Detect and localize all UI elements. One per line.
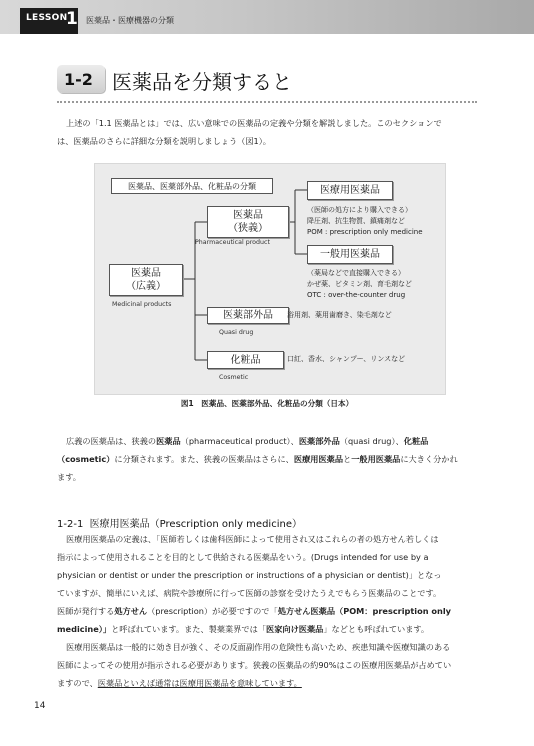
narrow-medicine-sublabel: （狭義） [228,223,268,234]
intro-line-2: は、医薬品のさらに詳細な分類を説明しましょう（図1）。 [57,136,271,146]
body-line-3: ます。 [57,472,81,482]
body-text: （prescription）が必要ですので「 [147,606,278,616]
body-text: 広義の医薬品は、狭義の [66,436,157,446]
chapter-title: 医薬品・医療機器の分類 [86,16,174,25]
body-line-2 [57,451,458,469]
otc-abbrev: OTC : over-the-counter drug [307,291,406,299]
classification-figure [94,163,446,395]
body-text: （quasi drug）、 [339,436,404,446]
lesson-number: 1 [66,9,78,29]
body-text: と呼ばれています。また、製薬業界では「 [111,624,266,634]
subsection-title: 医療用医薬品（Prescription only medicine） [89,519,302,530]
prescription-abbrev: POM : prescription only medicine [307,228,423,236]
term-pharmaceutical: 医薬品 [156,436,181,446]
otc-purchase-note: （薬局などで直接購入できる） [307,269,405,277]
body-text: （pharmaceutical product）、 [180,436,299,446]
quasi-drug-en: Quasi drug [219,329,254,336]
sub-line-7: 医療用医薬品は一般的に効き目が強く、その反面副作用の危険性も高いため、疾患知識や医療知識のある [66,642,451,652]
otc-examples: かぜ薬、ビタミン剤、育毛剤など [307,280,412,288]
section-divider [57,101,477,103]
sub-line-1: 医療用医薬品の定義は、「医師若しくは歯科医師によって使用され又はこれらの者の処方せん若しくは [66,534,439,544]
sub-line-8: 医師によってその使用が指示される必要があります。狭義の医薬品の約90%はこの医療用医薬品が占めてい [57,660,452,670]
term-pom-en-end: medicine）」 [57,624,112,634]
term-doctor-use: 医家向け医薬品 [266,624,324,634]
body-text: と [343,454,352,464]
term-cosmetic: 化粧品 [403,436,429,446]
sub-line-3: physician or dentist or under the prescription or instructions of a physician or dentist)」となっ [57,570,442,580]
sub-line-6 [57,621,429,639]
term-otc: 一般用医薬品 [351,454,401,464]
body-text: 医師が発行する [57,606,115,616]
term-quasi-drug: 医薬部外品 [298,436,340,446]
section-number: 1-2 [64,70,93,89]
figure-title: 医薬品、医薬部外品、化粧品の分類 [111,178,273,194]
term-cosmetic-en: （cosmetic） [57,454,115,464]
section-title: 医薬品を分類すると [112,70,292,94]
broad-medicine-sublabel: （広義） [126,281,166,292]
narrow-medicine-en: Pharmaceutical product [195,239,270,246]
term-prescription: 医療用医薬品 [293,454,344,464]
prescription-purchase-note: （医師の処方により購入できる） [307,206,412,214]
subsection-heading [57,515,302,530]
cosmetic-en: Cosmetic [219,374,249,381]
narrow-medicine-label: 医薬品 [233,210,263,221]
prescription-medicine-box: 医療用医薬品 [307,181,393,200]
broad-medicine-box [109,264,183,296]
lesson-label: LESSON [26,13,68,23]
page-number: 14 [34,701,46,711]
term-pom: 処方せん医薬品 [277,606,336,616]
sub-line-9 [57,675,302,693]
sub-line-4: ていますが、簡単にいえば、病院や診療所に行って医師の診察を受けたうえでもらう医薬品のことです。 [57,588,442,598]
prescription-examples: 降圧剤、抗生物質、鎮痛剤など [307,217,405,225]
sub-line-5 [57,603,451,621]
broad-medicine-en: Medicinal products [112,301,172,308]
term-prescription-slip: 処方せん [114,606,148,616]
sub-line-2: 指示によって使用されることを目的として供給される医薬品をいう。(Drugs intended for use by a [57,552,429,562]
narrow-medicine-box [207,206,289,238]
body-text: に大きく分かれ [400,454,458,464]
cosmetic-box: 化粧品 [207,351,284,369]
subsection-number: 1-2-1 [57,519,84,530]
figure-caption: 図1 医薬品、医薬部外品、化粧品の分類（日本） [180,399,354,408]
term-pom-en: （POM：prescription only [335,606,452,616]
body-line-1 [66,433,428,451]
underlined-statement: 医薬品といえば通常は医療用医薬品を意味しています。 [97,678,302,688]
cosmetic-examples: 口紅、香水、シャンプー、リンスなど [287,355,406,363]
otc-medicine-box: 一般用医薬品 [307,245,393,264]
quasi-drug-examples: 浴用剤、薬用歯磨き、染毛剤など [287,311,392,319]
body-text: ますので、 [57,678,98,688]
quasi-drug-box: 医薬部外品 [207,307,289,324]
body-text: 」などとも呼ばれています。 [323,624,430,634]
body-text: に分類されます。また、狭義の医薬品はさらに、 [114,454,294,464]
page-header [0,0,534,34]
broad-medicine-label: 医薬品 [131,268,161,279]
intro-line-1: 上述の「1.1 医薬品とは」では、広い意味での医薬品の定義や分類を解説しました。このセクションで [66,118,442,128]
